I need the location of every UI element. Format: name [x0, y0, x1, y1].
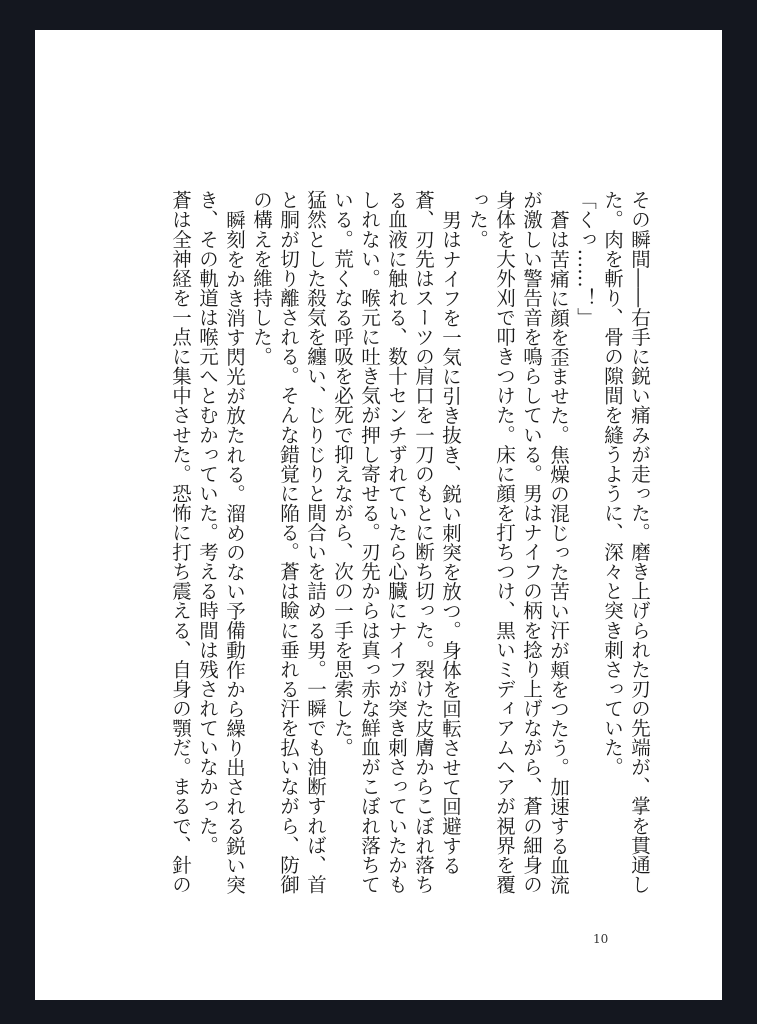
- paragraph-1: その瞬間――右手に鋭い痛みが走った。磨き上げられた刃の先端が、掌を貫通した。肉を斬り、骨の隙間を縫うように、深々と突き刺さっていた。: [601, 190, 651, 894]
- paragraph-5: 猛然とした殺気を纏い、じりじりと間合いを詰める男。一瞬でも油断すれば、首と胴が切り離される。そんな錯覚に陥る。蒼は瞼に垂れる汗を払いながら、防御の構えを維持した。: [250, 190, 327, 894]
- paragraph-4: 男はナイフを一気に引き抜き、鋭い刺突を放つ。身体を回転させて回避する蒼、刃先はスーツの肩口を一刀のもとに断ち切った。裂けた皮膚からこぼれ落ちる血液に触れる、数十センチずれていたら心臓にナイフが突き刺さっていたかもしれない。喉元に吐き気が押し寄せる。刃先からは真っ赤な鮮血がこぼれ落ちている。荒くなる呼吸を必死で抑えながら、次の一手を思索した。: [331, 190, 462, 894]
- page-number: 10: [593, 932, 609, 946]
- book-page: [35, 30, 722, 1000]
- paragraph-6: 瞬刻をかき消す閃光が放たれる。溜めのない予備動作から繰り出される鋭い突き、その軌道は喉元へとむかっていた。考える時間は残されていなかった。: [196, 190, 246, 894]
- paragraph-3: 蒼は苦痛に顔を歪ませた。焦燥の混じった苦い汗が頬をつたう。加速する血流が激しい警告音を鳴らしている。男はナイフの柄を捻り上げながら、蒼の細身の身体を大外刈で叩きつけた。床に顔を打ちつけ、黒いミディアムヘアが視界を覆った。: [466, 190, 570, 894]
- paragraph-7: 蒼は全神経を一点に集中させた。恐怖に打ち震える、自身の顎だ。まるで、針の: [169, 190, 192, 894]
- vertical-body-text: [167, 190, 653, 910]
- paragraph-2: 「くっ……！」: [574, 190, 597, 327]
